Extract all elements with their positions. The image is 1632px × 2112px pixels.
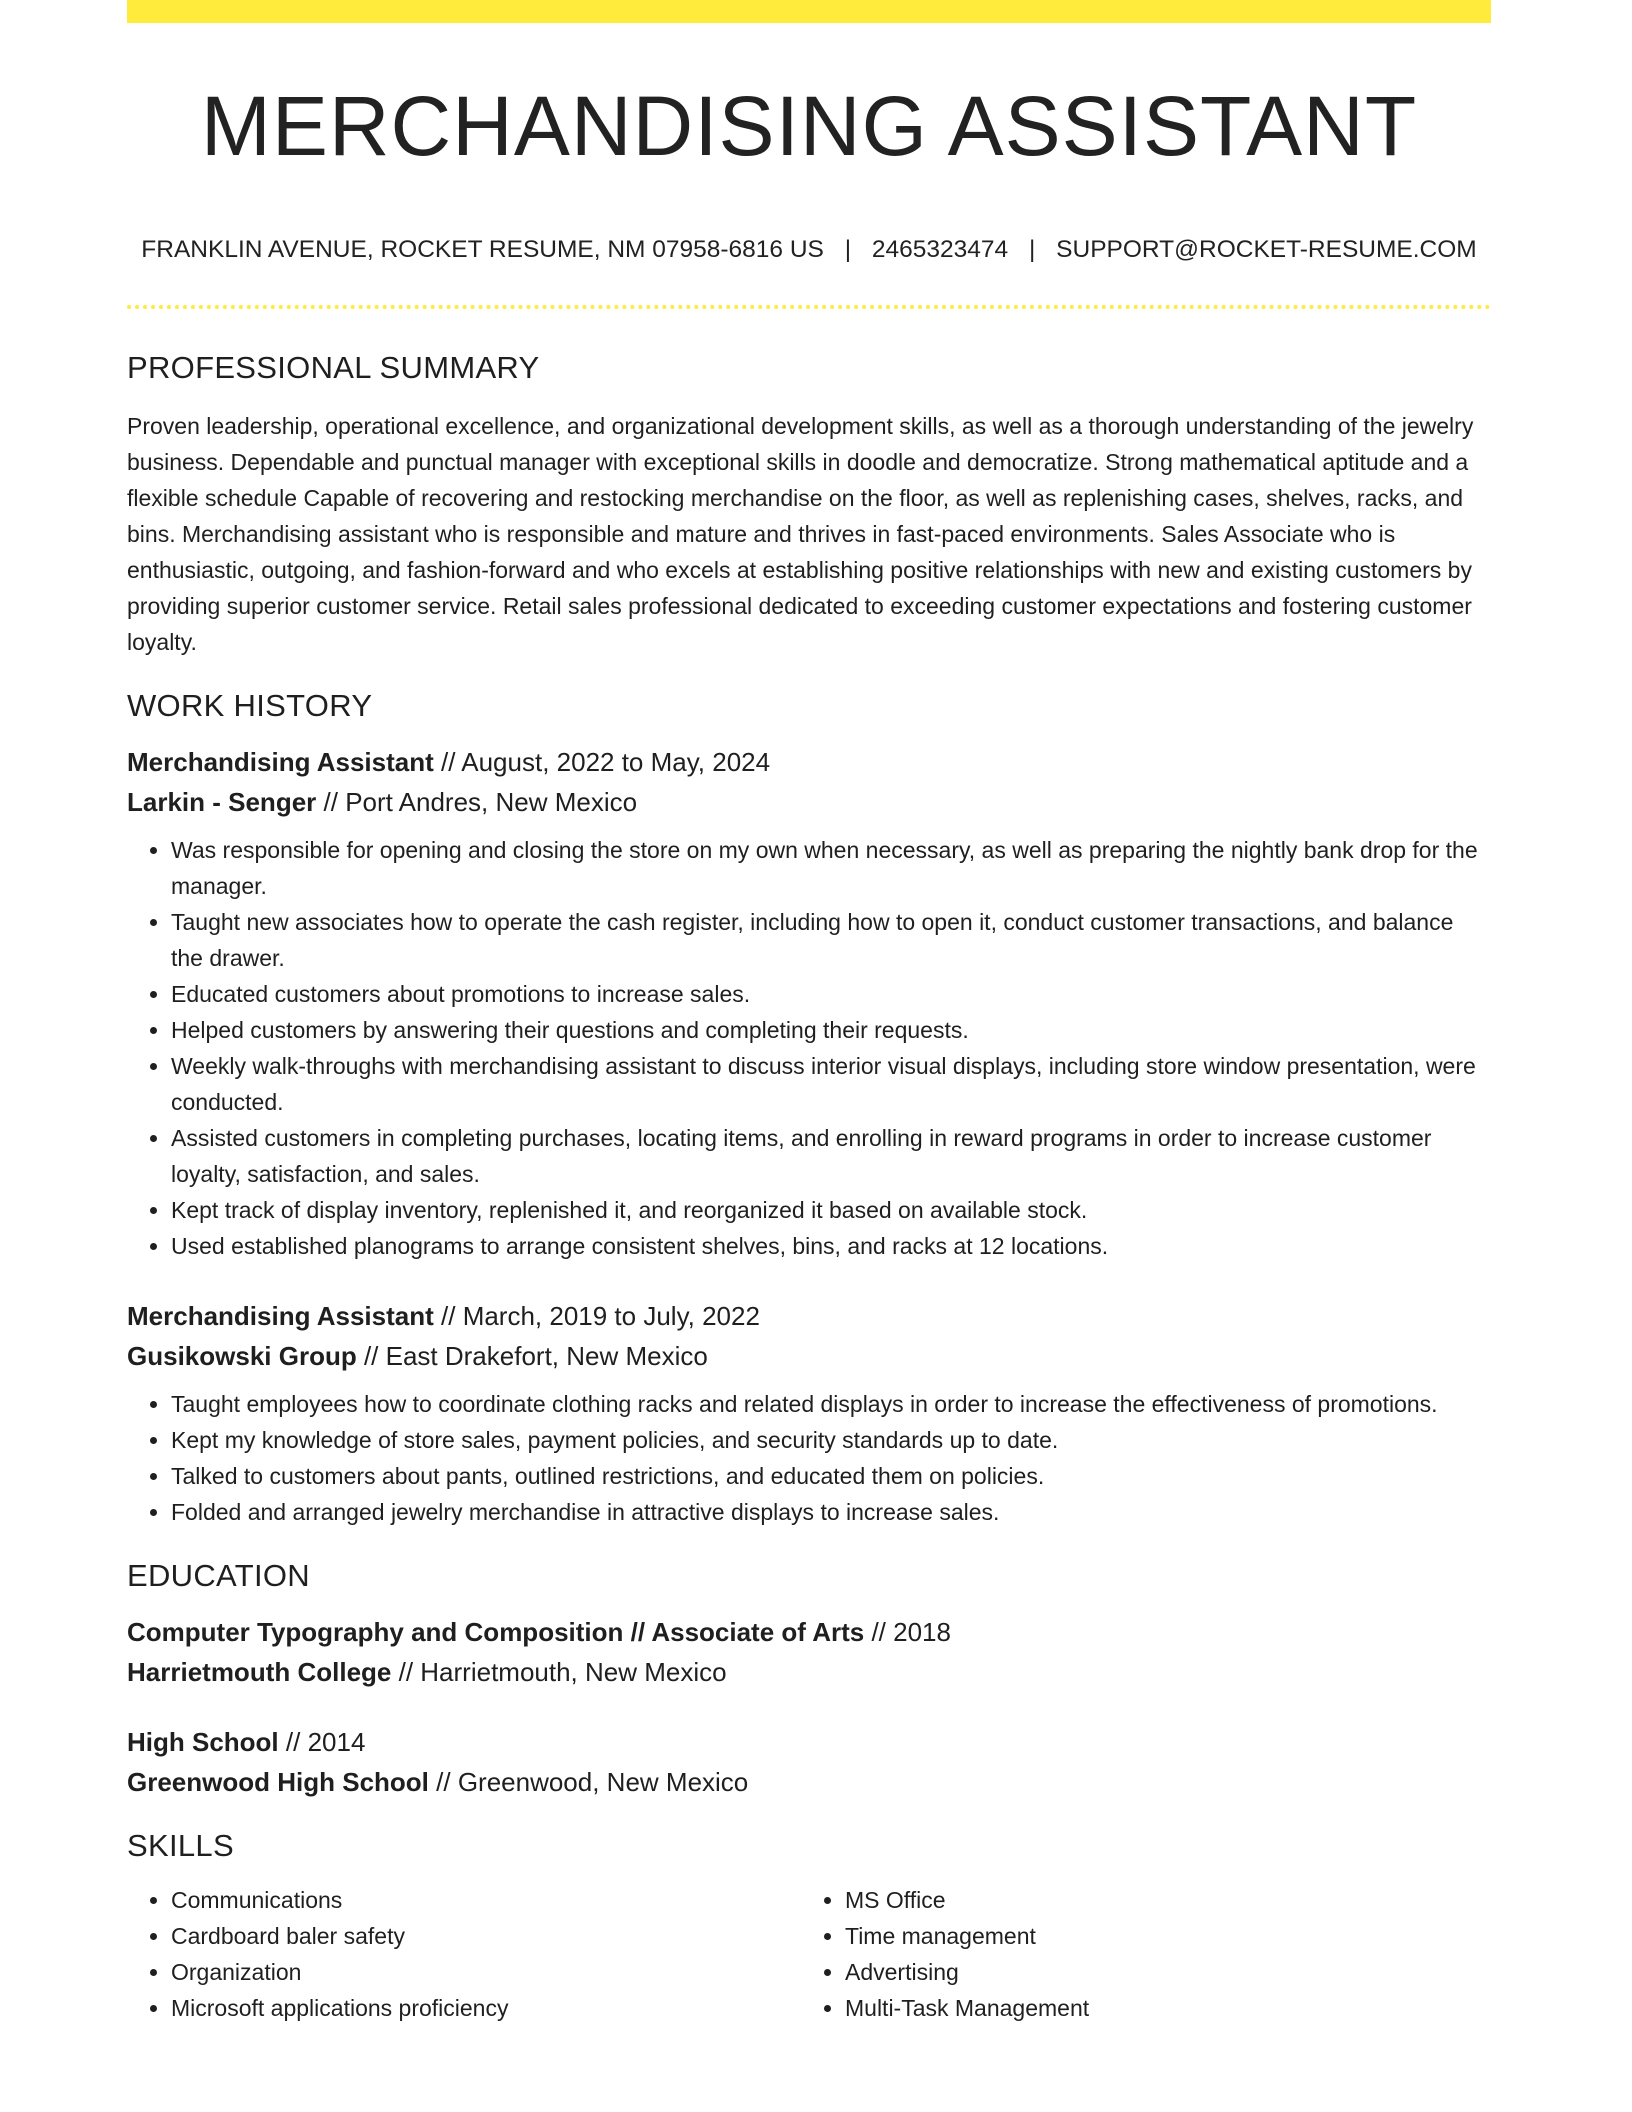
job-bullet: • Weekly walk-throughs with merchandising assistant to discuss interior visual displays, including store window presentation, were conducted. [171,1048,1491,1120]
education-year: 2014 [307,1727,366,1757]
resume-name: MERCHANDISING ASSISTANT [200,79,1418,173]
skills-list-right [801,1882,1491,2026]
job-separator: // [356,1341,386,1371]
education-degree-line [127,1722,1491,1762]
skills-grid [127,1882,1491,2026]
education-school: Greenwood High School [127,1767,429,1797]
education-school-line [127,1652,1491,1692]
education-separator: // [864,1617,894,1647]
skill-item: • Time management [845,1918,1491,1954]
job-location: Port Andres, New Mexico [345,787,638,817]
skill-item: • MS Office [845,1882,1491,1918]
job-separator: // [316,787,346,817]
education-location: Greenwood, New Mexico [457,1767,749,1797]
education-separator: // [278,1727,308,1757]
skill-item: • Multi-Task Management [845,1990,1491,2026]
header-accent-bar [127,0,1491,23]
skill-item: • Cardboard baler safety [171,1918,801,1954]
header-divider [127,305,1491,309]
education-heading: EDUCATION [127,1558,310,1593]
job-role: Merchandising Assistant [127,1301,434,1331]
job-separator: // [433,747,462,777]
job-bullet: • Kept my knowledge of store sales, payment policies, and security standards up to date. [171,1422,1491,1458]
job-bullet: • Was responsible for opening and closing the store on my own when necessary, as well as preparing the nightly bank drop for the manager. [171,832,1491,904]
skill-item: • Organization [171,1954,801,1990]
job-bullet: • Educated customers about promotions to increase sales. [171,976,1491,1012]
job-bullet: • Used established planograms to arrange consistent shelves, bins, and racks at 12 locations. [171,1228,1491,1264]
education-degree: High School [127,1727,279,1757]
education-location: Harrietmouth, New Mexico [420,1657,727,1687]
job-bullets [127,1386,1491,1530]
education-separator: // [428,1767,458,1797]
job-entry [127,1296,1491,1530]
contact-phone: 2465323474 [871,236,1009,263]
job-company: Gusikowski Group [127,1341,357,1371]
education-entry [127,1612,1491,1692]
job-company-line [127,1336,1491,1376]
job-bullets [127,832,1491,1264]
summary-heading: PROFESSIONAL SUMMARY [127,350,540,385]
work-history-heading: WORK HISTORY [127,688,373,723]
job-bullet: • Kept track of display inventory, replenished it, and reorganized it based on available stock. [171,1192,1491,1228]
resume-content [127,350,1491,2026]
education-school: Harrietmouth College [127,1657,392,1687]
skill-item: • Communications [171,1882,801,1918]
job-separator: // [433,1301,463,1331]
job-dates: March, 2019 to July, 2022 [462,1301,760,1331]
skill-item: • Advertising [845,1954,1491,1990]
job-company-line [127,782,1491,822]
job-dates: August, 2022 to May, 2024 [461,747,771,777]
summary-text: Proven leadership, operational excellence, and organizational development skills, as well as a thorough understanding of the jewelry business. Dependable and punctual manager with exceptional skills in doodle and democratize. Strong mathematical aptitude and a flexible schedule Capable of recovering and restocking merchandise on the floor, as well as replenishing cases, shelves, racks, and bins. Merchandising assistant who is responsible and mature and thrives in fast-paced environments. Sales Associate who is enthusiastic, outgoing, and fashion-forward and who excels at establishing positive relationships with new and existing customers by providing superior customer service. Retail sales professional dedicated to exceeding customer expectations and fostering customer loyalty. [127,413,1474,655]
contact-separator: | [1028,236,1036,263]
job-role: Merchandising Assistant [127,747,434,777]
job-bullet: • Assisted customers in completing purchases, locating items, and enrolling in reward programs in order to increase customer loyalty, satisfaction, and sales. [171,1120,1491,1192]
contact-address: FRANKLIN AVENUE, ROCKET RESUME, NM 07958-6816 US [141,236,824,263]
education-entry [127,1722,1491,1802]
skill-item: • Microsoft applications proficiency [171,1990,801,2026]
skills-heading: SKILLS [127,1828,234,1863]
job-bullet: • Folded and arranged jewelry merchandise in attractive displays to increase sales. [171,1494,1491,1530]
education-degree: Computer Typography and Composition // Associate of Arts [127,1617,865,1647]
education-year: 2018 [893,1617,951,1647]
job-bullet: • Taught new associates how to operate the cash register, including how to open it, conduct customer transactions, and balance the drawer. [171,904,1491,976]
education-degree-line [127,1612,1491,1652]
job-title-line [127,742,1491,782]
contact-email: SUPPORT@ROCKET-RESUME.COM [1056,236,1477,263]
education-school-line [127,1762,1491,1802]
job-bullet: • Talked to customers about pants, outlined restrictions, and educated them on policies. [171,1458,1491,1494]
skills-list-left [127,1882,801,2026]
job-title-line [127,1296,1491,1336]
job-bullet: • Taught employees how to coordinate clothing racks and related displays in order to increase the effectiveness of promotions. [171,1386,1491,1422]
job-location: East Drakefort, New Mexico [385,1341,708,1371]
job-bullet: • Helped customers by answering their questions and completing their requests. [171,1012,1491,1048]
job-company: Larkin - Senger [127,787,317,817]
contact-separator: | [844,236,852,263]
education-separator: // [391,1657,421,1687]
job-entry [127,742,1491,1264]
contact-line [127,236,1491,264]
